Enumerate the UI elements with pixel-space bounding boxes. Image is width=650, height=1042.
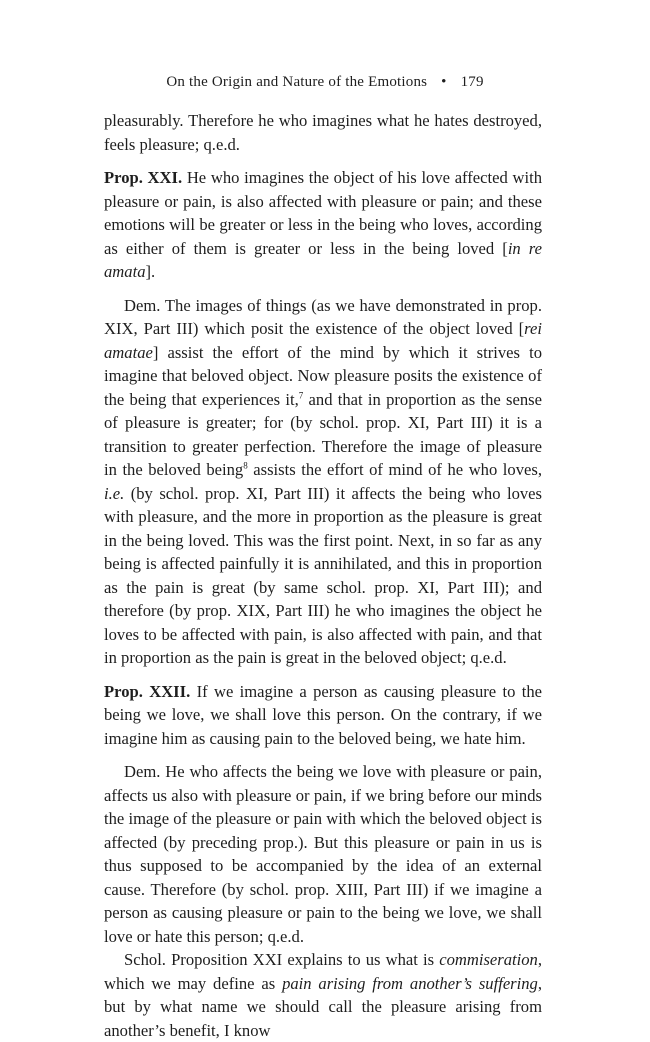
text-run: If we imagine a person as causing pleasure to the being we love, we shall love this person. On the contrary, if we imagine him as causing pain to the beloved being, we hate him.	[104, 681, 542, 748]
paragraph-continuation	[104, 109, 542, 156]
running-header	[0, 74, 650, 91]
running-title: On the Origin and Nature of the Emotions	[166, 74, 428, 90]
italic-run: commiseration	[439, 950, 538, 969]
italic-run: in re amata	[104, 238, 543, 281]
scholium-xxii	[104, 948, 542, 1042]
footnote-ref: 8	[243, 460, 248, 471]
proposition-xxii	[104, 680, 542, 751]
text-run: Dem. The images of things (as we have demonstrated in prop. XIX, Part III) which posit the existence of the object loved [	[104, 295, 542, 338]
demonstration-xxii	[104, 760, 542, 948]
text-run: assists the effort of mind of he who loves,	[247, 460, 542, 479]
bold-run: Prop. XXI.	[104, 168, 183, 187]
page-number: 179	[460, 74, 484, 90]
text-run: , but by what name we should call the pleasure arising from another’s benefit, I know	[104, 973, 543, 1040]
demonstration-xxi	[104, 294, 542, 670]
proposition-xxi	[104, 166, 542, 284]
bold-run: Prop. XXII.	[104, 681, 191, 701]
text-run: ].	[145, 262, 156, 281]
text-run: (by schol. prop. XI, Part III) it affects the being who loves with pleasure, and the more in proportion as the pleasure is great in the being loved. This was the first point. Next, in so far as any being is affected painfully it is annihilated, and this in proportion as the pain is great (by same schol. prop. XI, Part III); and therefore (by prop. XIX, Part III) he who imagines the object he loves to be affected with pain, is also affected with pain, and that in proportion as the pain is great in the beloved object; q.e.d.	[104, 483, 542, 667]
italic-run: pain arising from another’s suffering	[282, 973, 538, 993]
text-block	[104, 109, 542, 1042]
footnote-ref: 7	[298, 389, 304, 400]
text-run: , which we may define as	[104, 950, 542, 993]
text-run: He who imagines the object of his love affected with pleasure or pain, is also affected with pleasure or pain; and these emotions will be greater or less in the being who loves, according as either of them is greater or less in the being loved [	[104, 168, 542, 258]
italic-run: rei amatae	[104, 319, 542, 362]
text-run: and that in proportion as the sense of pleasure is greater; for (by schol. prop. XI, Part III) it is a transition to greater perfection. Therefore the image of pleasure in the beloved being	[104, 389, 542, 479]
text-run: ] assist the effort of the mind by which it strives to imagine that beloved object. Now pleasure posits the existence of the being that experiences it,	[104, 342, 542, 409]
italic-run: i.e.	[104, 483, 125, 503]
text-run: Schol. Proposition XXI explains to us what is	[124, 950, 440, 969]
text-run: Dem. He who affects the being we love with pleasure or pain, affects us also with pleasure or pain, if we bring before our minds the image of the pleasure or pain with which the beloved object is affected (by preceding prop.). But this pleasure or pain in us is thus supposed to be accompanied by the idea of an external cause. Therefore (by schol. prop. XIII, Part III) if we imagine a person as causing pleasure or pain to the being we love, we shall love or hate this person; q.e.d.	[104, 762, 542, 946]
header-separator: •	[441, 74, 447, 90]
text-run: pleasurably. Therefore he who imagines what he hates destroyed, feels pleasure; q.e.d.	[104, 111, 542, 154]
